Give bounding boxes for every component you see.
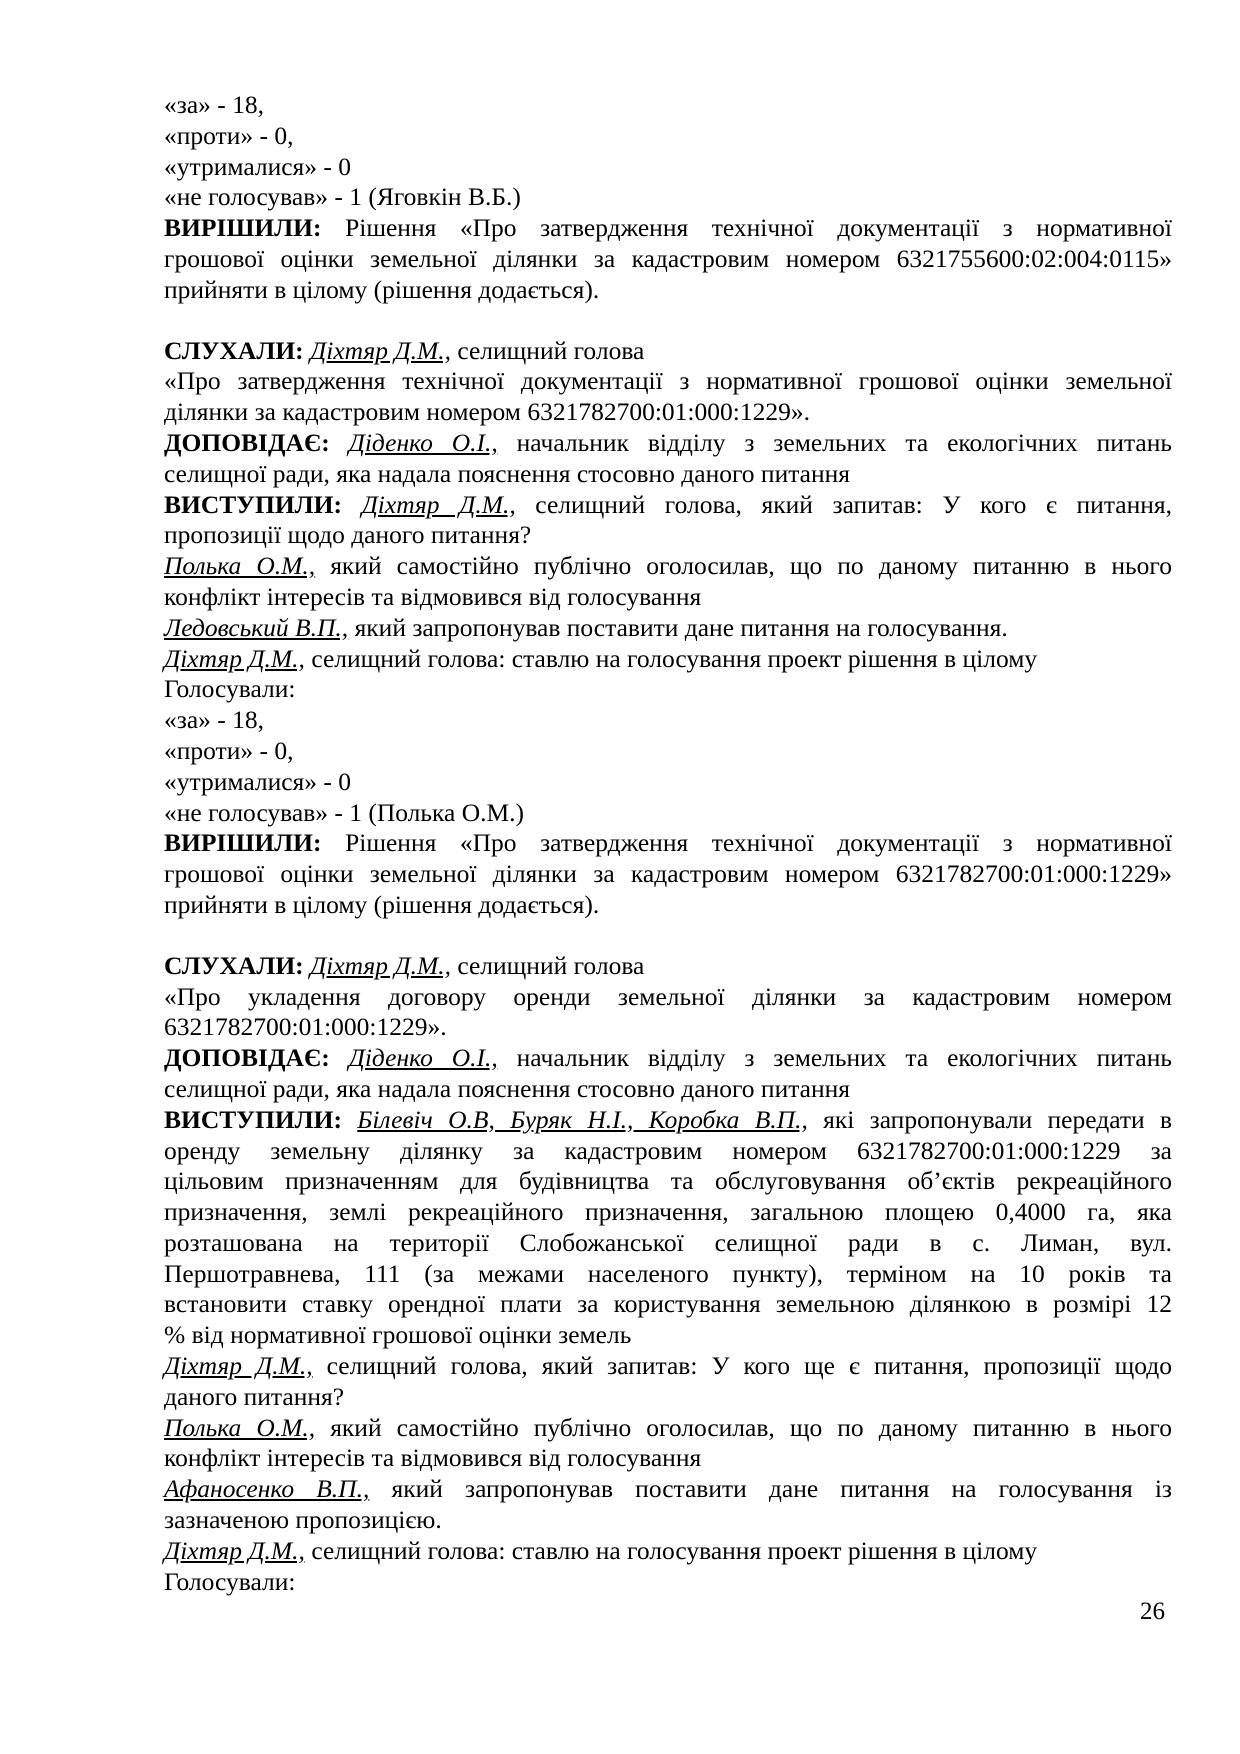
heard-line: СЛУХАЛИ: Діхтяр Д.М., селищний голова xyxy=(164,950,645,980)
vote-not-voted: «не голосував» - 1 (Полька О.М.) xyxy=(164,797,525,827)
spoke-label: ВИСТУПИЛИ: xyxy=(164,489,342,519)
heard-label: СЛУХАЛИ: xyxy=(164,950,304,980)
vote-for: «за» - 18, xyxy=(164,705,265,735)
decision-line: грошової оцінки земельної ділянки за кадастровим номером 6321782700:01:000:1229» xyxy=(164,859,1172,889)
spoke-line: ВИСТУПИЛИ: Білевіч О.В, Буряк Н.І., Коробка В.П., які запропонували передати в xyxy=(164,1104,1172,1134)
voted-label: Голосували: xyxy=(164,674,296,704)
decision-line: грошової оцінки земельної ділянки за кадастровим номером 6321755600:02:004:0115» xyxy=(164,243,1172,273)
speaker-name: Діхтяр Д.М., xyxy=(310,950,451,980)
spoke-line: % від нормативної грошової оцінки земель xyxy=(164,1320,632,1350)
statement-line: Полька О.М., який самостійно публічно оголосилав, що по даному питанню в нього xyxy=(164,551,1172,581)
statement-line: Діхтяр Д.М., селищний голова: ставлю на голосування проект рішення в цілому xyxy=(164,1535,1038,1565)
statement-line: Діхтяр Д.М., селищний голова: ставлю на голосування проект рішення в цілому xyxy=(164,643,1038,673)
spoke-line: розташована на території Слобожанської селищної ради в с. Лиман, вул. xyxy=(164,1227,1172,1257)
speaker-name: Полька О.М., xyxy=(164,1412,316,1442)
speaker-name: Полька О.М., xyxy=(164,551,316,581)
decision-line: ВИРІШИЛИ: Рішення «Про затвердження технічної документації з нормативної xyxy=(164,828,1172,858)
reporter-line: селищної ради, яка надала пояснення стосовно даного питання xyxy=(164,1073,851,1103)
reporter-line: ДОПОВІДАЄ: Діденко О.І., начальник відділу з земельних та екологічних питань xyxy=(164,1043,1173,1073)
statement-line: даного питання? xyxy=(164,1381,345,1411)
heard-label: СЛУХАЛИ: xyxy=(164,335,304,365)
spoke-line: ВИСТУПИЛИ: Діхтяр Д.М., селищний голова, який запитав: У кого є питання, xyxy=(164,489,1172,519)
vote-against: «проти» - 0, xyxy=(164,735,294,765)
spoke-label: ВИСТУПИЛИ: xyxy=(164,1104,342,1134)
decision-line: прийняти в цілому (рішення додається). xyxy=(164,274,600,304)
statement-line: конфлікт інтересів та відмовився від голосування xyxy=(164,581,702,611)
vote-not-voted: «не голосував» - 1 (Яговкін В.Б.) xyxy=(164,182,521,212)
speaker-name: Діхтяр Д.М., xyxy=(164,643,305,673)
statement-line: конфлікт інтересів та відмовився від голосування xyxy=(164,1443,702,1473)
vote-against: «проти» - 0, xyxy=(164,120,294,150)
spoke-line: Першотравнева, 111 (за межами населеного пункту), терміном на 10 років та xyxy=(164,1258,1172,1288)
reporter-line: ДОПОВІДАЄ: Діденко О.І., начальник відділу з земельних та екологічних питань xyxy=(164,427,1173,457)
topic-line: ділянки за кадастровим номером 6321782700:01:000:1229». xyxy=(164,397,810,427)
spoke-line: пропозиції щодо даного питання? xyxy=(164,520,532,550)
spoke-line: цільовим призначенням для будівництва та обслуговування об’єктів рекреаційного xyxy=(164,1166,1172,1196)
topic-line: «Про укладення договору оренди земельної ділянки за кадастровим номером xyxy=(164,981,1172,1011)
document-body xyxy=(164,90,1172,1597)
topic-line: 6321782700:01:000:1229». xyxy=(164,1012,447,1042)
speaker-name: Афаносенко В.П., xyxy=(164,1474,370,1504)
reporter-label: ДОПОВІДАЄ: xyxy=(164,1043,330,1073)
reporter-label: ДОПОВІДАЄ: xyxy=(164,427,330,457)
speaker-name: Ледовський В.П., xyxy=(164,612,349,642)
statement-line: Афаносенко В.П., який запропонував поставити дане питання на голосування із xyxy=(164,1474,1172,1504)
spoke-line: призначення, землі рекреаційного призначення, загальною площею 0,4000 га, яка xyxy=(164,1197,1172,1227)
voted-label: Голосували: xyxy=(164,1566,296,1596)
spoke-line: встановити ставку орендної плати за користування земельною ділянкою в розмірі 12 xyxy=(164,1289,1172,1319)
speaker-name: Діхтяр Д.М., xyxy=(164,1535,305,1565)
speaker-name: Діхтяр Д.М., xyxy=(164,1351,313,1381)
decision-line: прийняти в цілому (рішення додається). xyxy=(164,889,600,919)
decision-label: ВИРІШИЛИ: xyxy=(164,828,322,858)
heard-line: СЛУХАЛИ: Діхтяр Д.М., селищний голова xyxy=(164,335,645,365)
spoke-line: оренду земельну ділянку за кадастровим номером 6321782700:01:000:1229 за xyxy=(164,1135,1172,1165)
vote-for: «за» - 18, xyxy=(164,90,265,119)
speaker-name: Діхтяр Д.М., xyxy=(310,335,451,365)
statement-line: Діхтяр Д.М., селищний голова, який запитав: У кого ще є питання, пропозиції щодо xyxy=(164,1351,1172,1381)
topic-line: «Про затвердження технічної документації з нормативної грошової оцінки земельної xyxy=(164,366,1172,396)
reporter-line: селищної ради, яка надала пояснення стосовно даного питання xyxy=(164,458,851,488)
speaker-name: Діденко О.І., xyxy=(348,1043,498,1073)
vote-abstained: «утрималися» - 0 xyxy=(164,151,352,181)
statement-line: Полька О.М., який самостійно публічно оголосилав, що по даному питанню в нього xyxy=(164,1412,1172,1442)
speaker-name: Діденко О.І., xyxy=(348,427,498,457)
page-number: 26 xyxy=(1140,1598,1165,1625)
decision-line: ВИРІШИЛИ: Рішення «Про затвердження технічної документації з нормативної xyxy=(164,213,1172,243)
statement-line: зазначеною пропозицією. xyxy=(164,1505,442,1535)
speaker-name: Білевіч О.В, Буряк Н.І., Коробка В.П., xyxy=(357,1104,808,1134)
speaker-name: Діхтяр Д.М., xyxy=(361,489,516,519)
vote-abstained: «утрималися» - 0 xyxy=(164,766,352,796)
statement-line: Ледовський В.П., який запропонував поставити дане питання на голосування. xyxy=(164,612,1008,642)
decision-label: ВИРІШИЛИ: xyxy=(164,213,322,243)
